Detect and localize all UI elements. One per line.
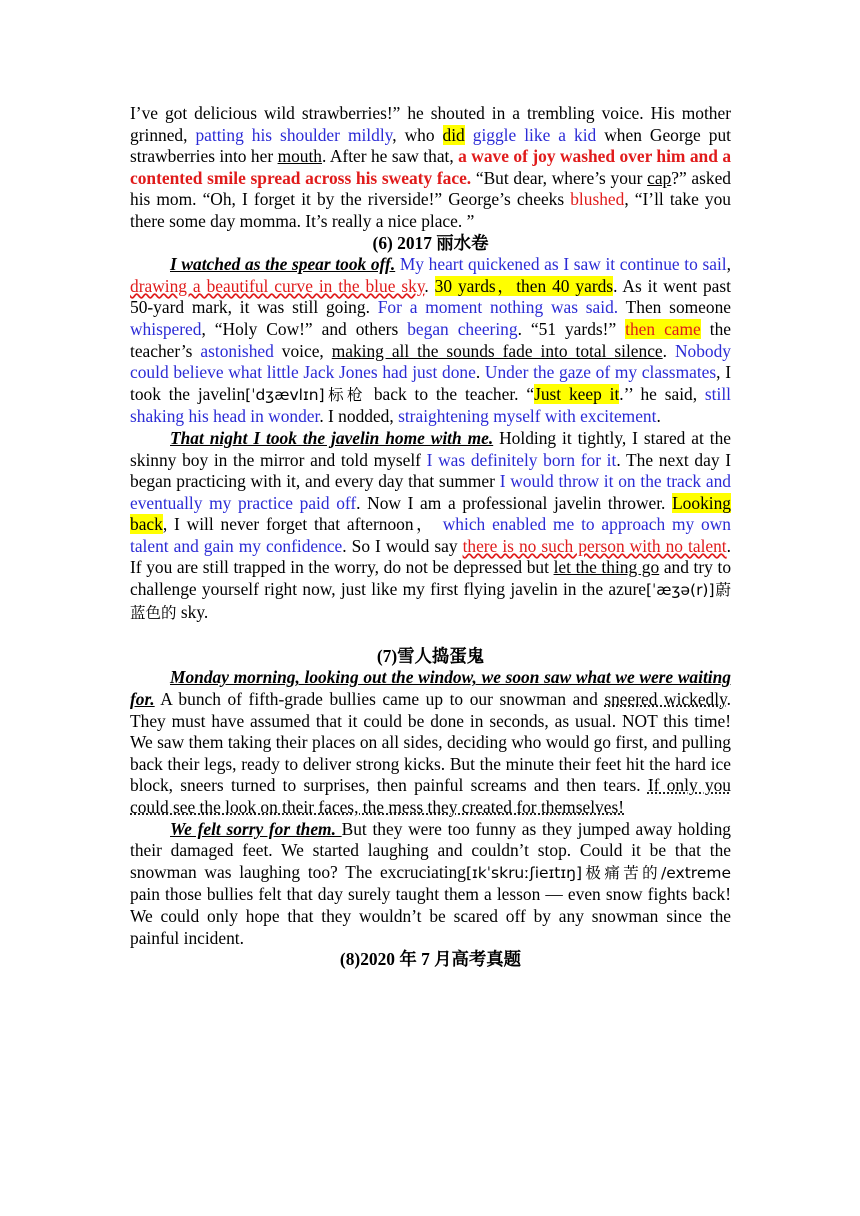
section6-paragraph-2: That night I took the javelin home with me. Holding it tightly, I stared at the skinny boy in the mirror and told myself I was definitely born for it. The next day I began practicing with it, and every day that summer I would throw it on the track and eventually my practice paid off. Now I am a professional javelin thrower. Looking back, I will never forget that afternoon， which enabled me to approach my own talent and gain my confidence. So I would say there is no such person with no talent. If you are still trapped in the worry, do not be depressed but let the thing go and try to challenge yourself right now, just like my first flying javelin in the azure[ˈæʒə(r)]蔚蓝色的 sky. xyxy=(130,427,732,622)
section6-paragraph-1: I watched as the spear took off. My heart quickened as I saw it continue to sail, drawing a beautiful curve in the blue sky. 30 yards，then 40 yards. As it went past 50-yard mark, it was still going. For a moment nothing was said. Then someone whispered, “Holy Cow!” and others began cheering. “51 yards!” then came the teacher’s astonished voice, making all the sounds fade into total silence. Nobody could believe what little Jack Jones had just done. Under the gaze of my classmates, I took the javelin[ˈdʒævlɪn]标枪 back to the teacher. “Just keep it.’’ he said, still shaking his head in wonder. I nodded, straightening myself with excitement. xyxy=(130,254,732,427)
document-page xyxy=(130,103,731,971)
section7-paragraph-2: We felt sorry for them. But they were too funny as they jumped away holding their damaged feet. We started laughing and couldn’t stop. Could it be that the snowman was laughing too? The excruciating[ɪkˈskruːʃieɪtɪŋ]极痛苦的/extreme pain those bullies felt that day surely taught them a lesson — even snow fights back! We could only hope that they wouldn’t be scared off by any snowman since the painful incident. xyxy=(130,818,732,948)
section8-heading: (8)2020 年 7 月高考真题 xyxy=(339,949,522,970)
section6-heading: (6) 2017 丽水卷 xyxy=(372,232,489,253)
section-spacer xyxy=(130,624,731,646)
section7-paragraph-1: Monday morning, looking out the window, we soon saw what we were waiting for. A bunch of fifth-grade bullies came up to our snowman and sneered wickedly. They must have assumed that it could be done in seconds, as usual. NOT this time! We saw them taking their places on all sides, deciding who would go first, and pulling back their legs, ready to deliver strong kicks. But the minute their feet hit the hard ice block, sneers turned to surprises, then painful screams and then tears. If only you could see the look on their faces, the mess they created for themselves! xyxy=(130,667,731,817)
section7-heading: (7)雪人捣蛋鬼 xyxy=(376,645,485,666)
section5-paragraph: I’ve got delicious wild strawberries!” he shouted in a trembling voice. His mother grinned, patting his shoulder mildly, who did giggle like a kid when George put strawberries into her mouth. After he saw that, a wave of joy washed over him and a contented smile spread across his sweaty face. “But dear, where’s your cap?” asked his mom. “Oh, I forget it by the riverside!” George’s cheeks blushed, “I’ll take you there some day momma. It’s really a nice place. ” xyxy=(130,103,732,231)
